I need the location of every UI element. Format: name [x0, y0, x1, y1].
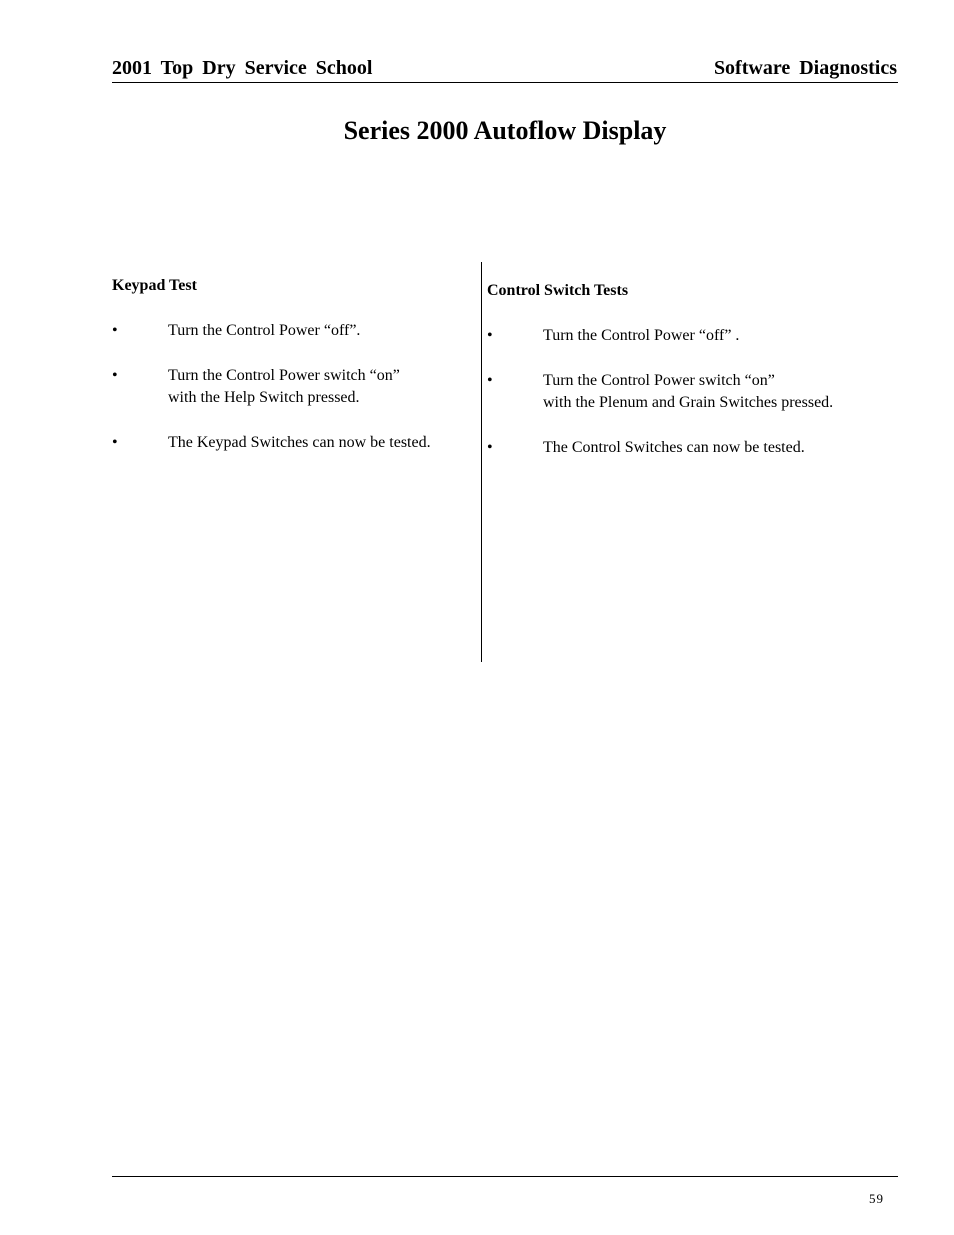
keypad-test-heading: Keypad Test: [112, 277, 197, 294]
bullet-mark: •: [487, 439, 493, 456]
bullet-text: [543, 370, 833, 414]
column-divider: [481, 262, 482, 662]
bullet-text: [168, 432, 431, 454]
footer-rule: [112, 1176, 898, 1177]
header-rule: [112, 82, 898, 83]
bullet-mark: •: [487, 327, 493, 344]
bullet-line: with the Plenum and Grain Switches pressed.: [543, 394, 834, 411]
bullet-text: [543, 325, 739, 347]
bullet-mark: •: [487, 372, 493, 389]
bullet-line: with the Help Switch pressed.: [168, 389, 360, 406]
bullet-line: Turn the Control Power “off”.: [168, 322, 361, 339]
page-title: Series 2000 Autoflow Display: [343, 116, 667, 145]
bullet-line: The Keypad Switches can now be tested.: [168, 434, 431, 451]
bullet-text: [543, 437, 805, 459]
bullet-mark: •: [112, 434, 118, 451]
bullet-text: [168, 320, 360, 342]
bullet-line: Turn the Control Power “off” .: [543, 327, 740, 344]
bullet-line: Turn the Control Power switch “on”: [543, 372, 775, 389]
bullet-line: The Control Switches can now be tested.: [543, 439, 805, 456]
bullet-line: Turn the Control Power switch “on”: [168, 367, 400, 384]
control-switch-tests-heading: Control Switch Tests: [487, 282, 629, 299]
page-number: 59: [869, 1191, 884, 1206]
header-right-title: Software Diagnostics: [713, 57, 897, 79]
bullet-text: [168, 365, 400, 409]
bullet-mark: •: [112, 367, 118, 384]
header-left-title: 2001 Top Dry Service School: [112, 57, 373, 79]
bullet-mark: •: [112, 322, 118, 339]
